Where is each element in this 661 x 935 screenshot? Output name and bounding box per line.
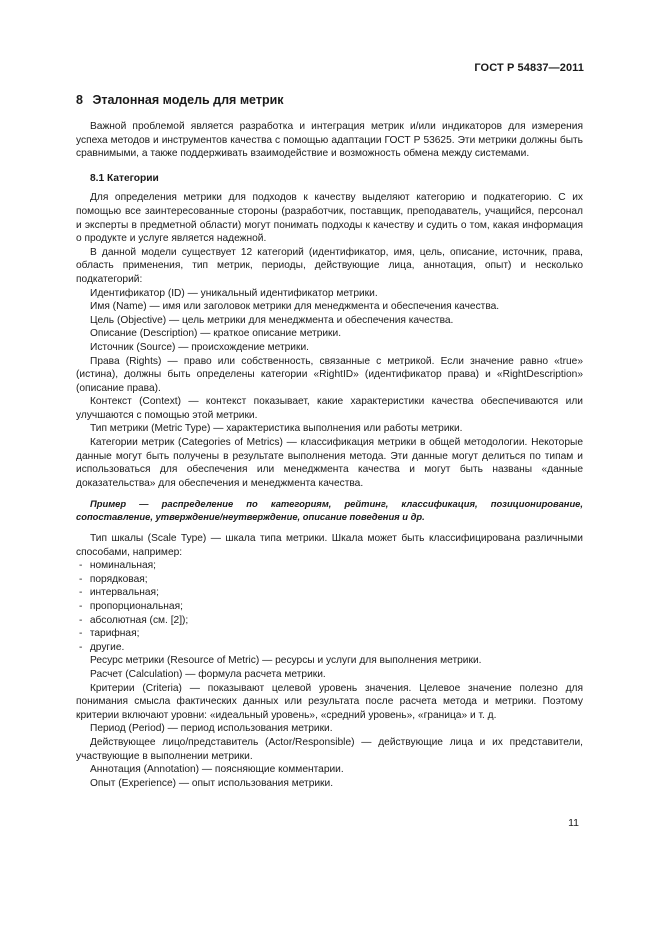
subsection-title: Категории bbox=[107, 172, 159, 184]
item-calculation: Расчет (Calculation) — формула расчета метрики. bbox=[90, 668, 326, 680]
item-criteria: Критерии (Criteria) — показывают целевой уровень значения. Целевое значение полезно для понимания смысла фактических данных или результата после расчета метода и метрики. Поэтому критерии включают уровни: «идеальный уровень», «средний уровень», «граница» и т. д. bbox=[76, 682, 583, 721]
subsection-number: 8.1 bbox=[90, 172, 105, 184]
list-item: - тарифная; bbox=[79, 628, 140, 640]
item-id: Идентификатор (ID) — уникальный идентификатор метрики. bbox=[90, 287, 378, 299]
section-number: 8 bbox=[76, 93, 83, 107]
list-item: - абсолютная (см. [2]); bbox=[79, 614, 189, 626]
item-context: Контекст (Context) — контекст показывает, какие характеристики качества обеспечиваются или улучшаются с помощью этой метрики. bbox=[76, 396, 583, 421]
item-objective: Цель (Objective) — цель метрики для менеджмента и обеспечения качества. bbox=[90, 314, 454, 326]
item-description: Описание (Description) — краткое описание метрики. bbox=[90, 328, 342, 340]
item-annotation: Аннотация (Annotation) — поясняющие комментарии. bbox=[90, 764, 344, 776]
scale-list bbox=[76, 559, 583, 654]
section-intro: Важной проблемой является разработка и интеграция метрик и/или индикаторов для измерения успеха методов и инструментов качества с помощью адаптации ГОСТ Р 53625. Эти метрики должны быть сравнимыми, а также поддерживать взаимодействие и возможность обмена между системами. bbox=[76, 121, 583, 160]
section-heading bbox=[76, 93, 583, 108]
item-metric-type: Тип метрики (Metric Type) — характеристика выполнения или работы метрики. bbox=[90, 423, 463, 435]
item-period: Период (Period) — период использования метрики. bbox=[90, 723, 333, 735]
section-title: Эталонная модель для метрик bbox=[92, 93, 284, 107]
list-item: - порядковая; bbox=[79, 573, 148, 585]
example-note: Пример — распределение по категориям, рейтинг, классификация, позиционирование, сопоставление, утверждение/неутверждение, описание поведения и др. bbox=[76, 498, 583, 523]
list-item: - другие. bbox=[79, 641, 125, 653]
list-item: - номинальная; bbox=[79, 560, 157, 572]
item-name: Имя (Name) — имя или заголовок метрики для менеджмента и обеспечения качества. bbox=[90, 301, 500, 313]
list-item: - интервальная; bbox=[79, 587, 159, 599]
page-content bbox=[76, 93, 583, 790]
list-item: - пропорциональная; bbox=[79, 601, 183, 612]
item-experience: Опыт (Experience) — опыт использования метрики. bbox=[90, 777, 334, 789]
standard-designation: ГОСТ Р 54837—2011 bbox=[474, 62, 584, 74]
item-categories: Категории метрик (Categories of Metrics) — классификация метрики в общей методологии. Некоторые данные могут быть получены в результате выполнения метода. Эти данные могут делиться по типам и использоваться для обеспечения или менеджмента качества и могут быть названы «данные доказательства» для обеспечения и менеджмента качества. bbox=[76, 437, 583, 489]
item-source: Источник (Source) — происхождение метрики. bbox=[90, 341, 309, 353]
subsection-heading bbox=[76, 172, 583, 186]
item-resource: Ресурс метрики (Resource of Metric) — ресурсы и услуги для выполнения метрики. bbox=[90, 655, 482, 667]
paragraph-definition: Для определения метрики для подходов к качеству выделяют категорию и подкатегорию. С их помощью все заинтересованные стороны (разработчик, поставщик, преподаватель, учащийся, персонал и эксперты в предметной области) могут понимать подходы к качеству и судить о том, какая информация о продукте и услуге является надежной. bbox=[76, 192, 583, 245]
item-actor: Действующее лицо/представитель (Actor/Responsible) — действующие лица и их представители, участвующие в выполнении метрики. bbox=[76, 736, 583, 762]
paragraph-categories-overview: В данной модели существует 12 категорий (идентификатор, имя, цель, описание, источник, права, область применения, тип метрик, периоды, действующие лица, аннотация, опыт) и несколько подкатегорий: bbox=[76, 246, 583, 285]
page-number: 11 bbox=[568, 817, 579, 829]
item-rights: Права (Rights) — право или собственность, связанные с метрикой. Если значение равно «true» (истина), должны быть определены категории «RightID» (идентификатор права) и «RightDescription» (описание права). bbox=[76, 355, 583, 394]
item-scale-type: Тип шкалы (Scale Type) — шкала типа метрики. Шкала может быть классифицирована различными способами, например: bbox=[76, 533, 583, 558]
